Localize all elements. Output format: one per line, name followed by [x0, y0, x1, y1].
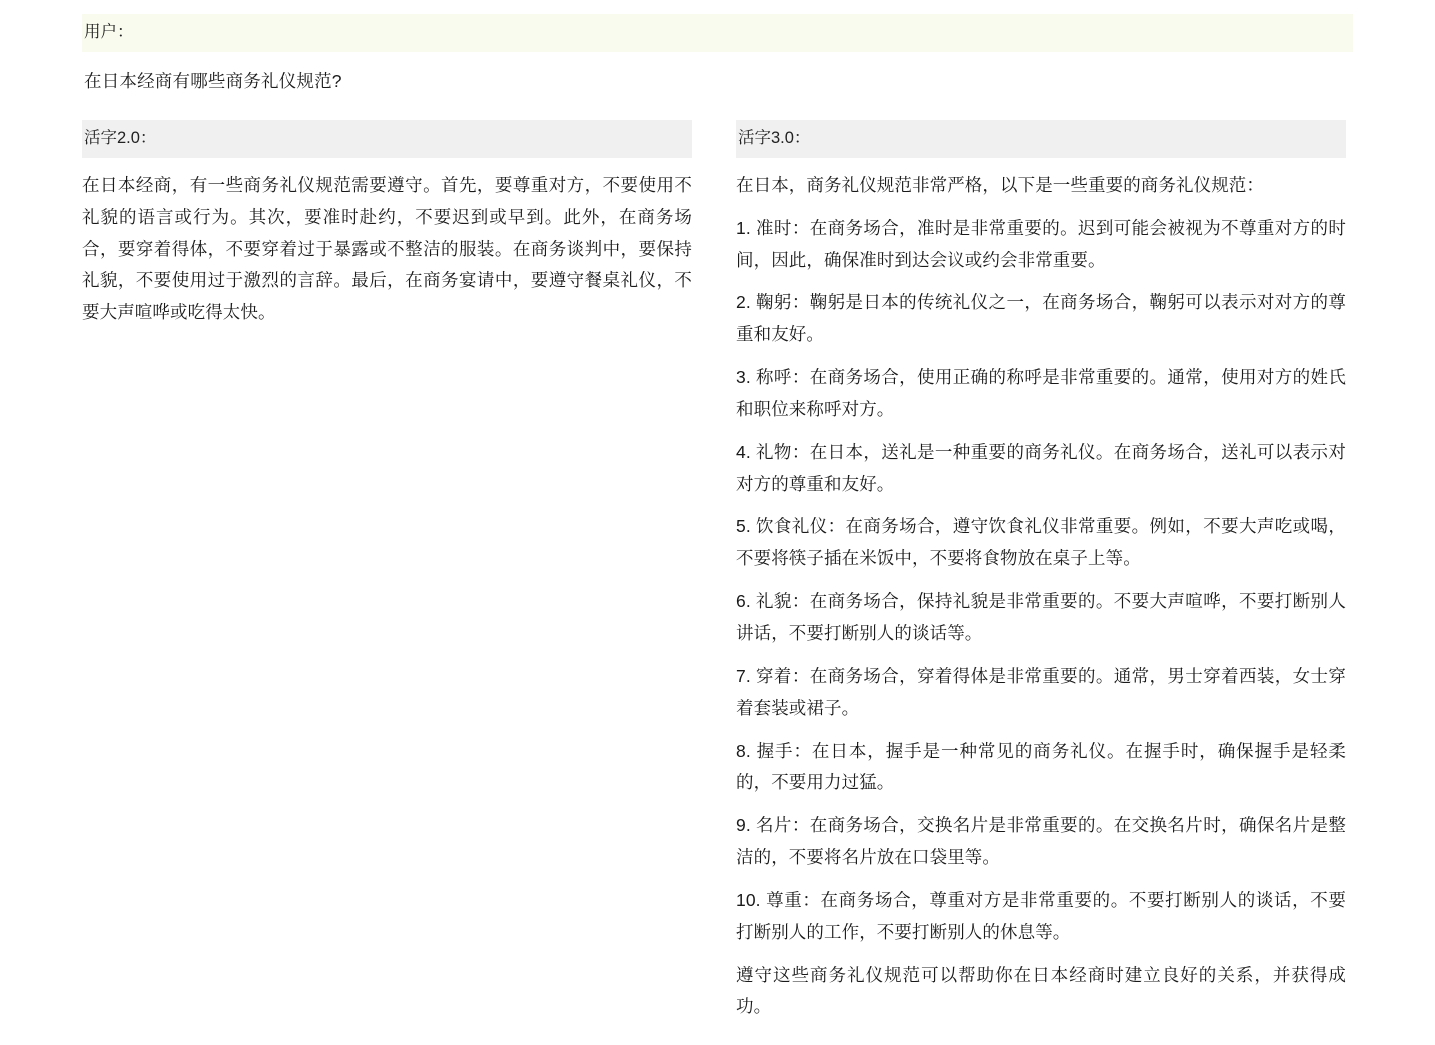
model-body-huozi-3 [736, 158, 1346, 1023]
paragraph: 3. 称呼：在商务场合，使用正确的称呼是非常重要的。通常，使用对方的姓氏和职位来称呼对方。 [736, 367, 1346, 419]
paragraph: 1. 准时：在商务场合，准时是非常重要的。迟到可能会被视为不尊重对方的时间，因此，确保准时到达会议或约会非常重要。 [736, 217, 1346, 270]
user-question-text: 在日本经商有哪些商务礼仪规范? [84, 70, 342, 91]
model-column-huozi-3 [736, 120, 1346, 1034]
user-role-label: 用户： [82, 14, 1353, 52]
model-body-huozi-2 [82, 158, 692, 329]
paragraph: 2. 鞠躬：鞠躬是日本的传统礼仪之一，在商务场合，鞠躬可以表示对对方的尊重和友好。 [736, 292, 1346, 345]
paragraph: 7. 穿着：在商务场合，穿着得体是非常重要的。通常，男士穿着西装，女士穿着套装或裙子。 [736, 665, 1346, 718]
paragraph: 10. 尊重：在商务场合，尊重对方是非常重要的。不要打断别人的谈话，不要打断别人的工作，不要打断别人的休息等。 [736, 889, 1346, 942]
paragraph: 在日本经商，有一些商务礼仪规范需要遵守。首先，要尊重对方，不要使用不礼貌的语言或行为。其次，要准时赴约，不要迟到或早到。此外，在商务场合，要穿着得体，不要穿着过于暴露或不整洁的服装。在商务谈判中，要保持礼貌，不要使用过于激烈的言辞。最后，在商务宴请中，要遵守餐桌礼仪，不要大声喧哗或吃得太快。 [82, 174, 692, 323]
paragraph: 9. 名片：在商务场合，交换名片是非常重要的。在交换名片时，确保名片是整洁的，不要将名片放在口袋里等。 [736, 815, 1346, 868]
paragraph: 4. 礼物：在日本，送礼是一种重要的商务礼仪。在商务场合，送礼可以表示对对方的尊重和友好。 [736, 441, 1346, 494]
model-column-huozi-2 [82, 120, 692, 1034]
paragraph: 6. 礼貌：在商务场合，保持礼貌是非常重要的。不要大声喧哗，不要打断别人讲话，不要打断别人的谈话等。 [736, 591, 1346, 643]
model-title-huozi-3: 活字3.0： [736, 120, 1346, 158]
paragraph: 在日本，商务礼仪规范非常严格，以下是一些重要的商务礼仪规范： [736, 174, 1264, 195]
model-output-columns [82, 120, 1353, 1034]
paragraph: 5. 饮食礼仪：在商务场合，遵守饮食礼仪非常重要。例如，不要大声吃或喝，不要将筷子插在米饭中，不要将食物放在桌子上等。 [736, 516, 1346, 569]
paragraph: 遵守这些商务礼仪规范可以帮助你在日本经商时建立良好的关系，并获得成功。 [736, 964, 1346, 1017]
paragraph: 8. 握手：在日本，握手是一种常见的商务礼仪。在握手时，确保握手是轻柔的，不要用力过猛。 [736, 740, 1346, 793]
model-title-huozi-2: 活字2.0： [82, 120, 692, 158]
